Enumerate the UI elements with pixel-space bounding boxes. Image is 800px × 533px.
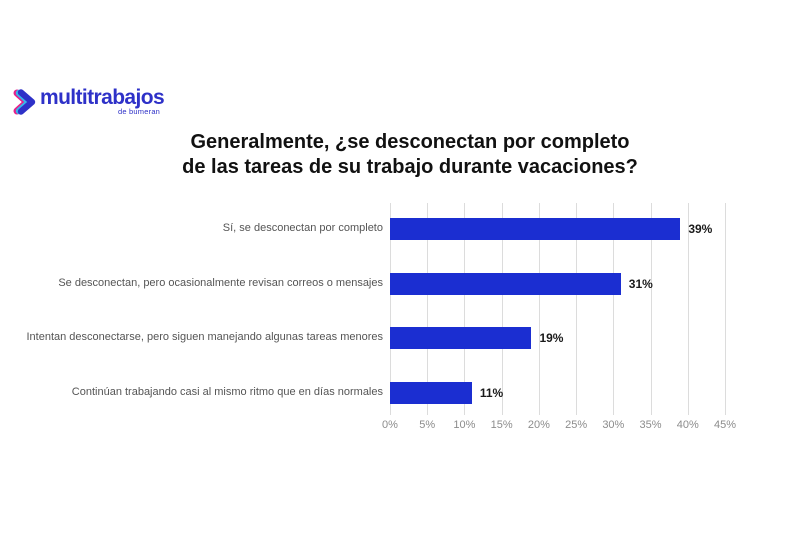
value-label: 11% [479,385,504,400]
bar [390,218,680,240]
bar [390,327,531,349]
logo-sub-text: de bumeran [118,107,161,116]
value-label: 31% [628,276,653,291]
category-label: Se desconectan, pero ocasionalmente revisan correos o mensajes [58,276,383,289]
x-tick-label: 5% [419,419,436,431]
chart-title-line2: de las tareas de su trabajo durante vacaciones? [182,156,638,178]
value-label: 39% [688,222,713,236]
gridline [725,203,726,415]
category-label: Continúan trabajando casi al mismo ritmo que en días normales [71,385,383,398]
logo-brand-text: multitrabajos [40,86,165,109]
x-tick-label: 25% [565,419,588,431]
x-tick-label: 30% [602,419,625,431]
bar [390,382,472,404]
category-label: Intentan desconectarse, pero siguen manejando algunas tareas menores [26,331,383,343]
x-tick-label: 0% [382,419,398,431]
category-label: Sí, se desconectan por completo [222,222,383,234]
x-tick-label: 10% [453,419,476,431]
x-tick-label: 45% [713,419,737,431]
bar [390,273,621,295]
chart-title-line1: Generalmente, ¿se desconectan por completo [190,131,630,153]
x-tick-label: 40% [676,419,699,431]
x-tick-label: 35% [639,419,662,431]
x-tick-label: 15% [490,419,513,431]
value-label: 19% [539,331,564,345]
x-tick-label: 20% [527,419,550,431]
